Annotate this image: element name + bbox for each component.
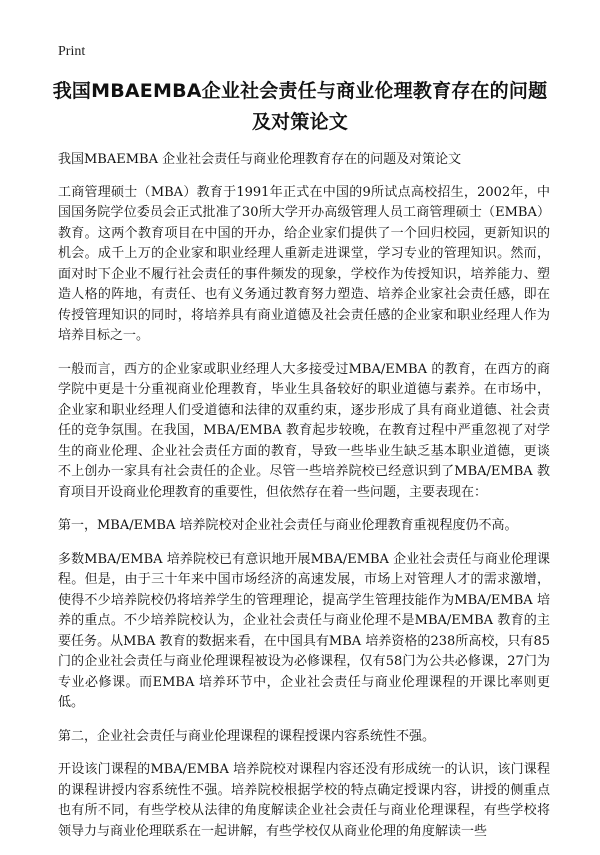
paragraph-intro: 工商管理硕士（MBA）教育于1991年正式在中国的9所试点高校招生，2002年，中国国务院学位委员会正式批准了30所大学开办高级管理人员工商管理硕士（EMBA）教育。这两个教育项目在中国的开办，给企业家们提供了一个回归校园，更新知识的机会。成千上万的企业家和职业经理人重新走进课堂，学习专业的管理知识。然而，面对时下企业不履行社会责任的事件频发的现象，学校作为传授知识，培养能力、塑造人格的阵地，有责任、也有义务通过教育努力塑造、培养企业家社会责任感，即在传授管理知识的同时，将培养具有商业道德及社会责任感的企业家和职业经理人作为培养目标之一。 (58, 184, 550, 343)
paragraph-issue-1-heading: 第一，MBA/EMBA 培养院校对企业社会责任与商业伦理教育重视程度仍不高。 (58, 518, 518, 533)
print-link[interactable]: Print (58, 44, 86, 59)
paragraph-background: 一般而言，西方的企业家或职业经理人大多接受过MBA/EMBA 的教育，在西方的商学院中更是十分重视商业伦理教育，毕业生具备较好的职业道德与素养。在市场中，企业家和职业经理人们受道德和法律的双重约束，逐步形成了具有商业道德、社会责任的竞争氛围。在我国，MBA/EMBA 教育起步较晚，在教育过程中严重忽视了对学生的商业伦理、企业社会责任方面的教育，导致一些毕业生缺乏基本职业道德，更谈不上创办一家具有社会责任的企业。尽管一些培养院校已经意识到了MBA/EMBA 教育项目开设商业伦理教育的重要性，但依然存在着一些问题，主要表现在： (58, 361, 550, 500)
paragraph-issue-1-body: 多数MBA/EMBA 培养院校已有意识地开展MBA/EMBA 企业社会责任与商业伦理课程。但是，由于三十年来中国市场经济的高速发展，市场上对管理人才的需求激增，使得不少培养院校仍将培养学生的管理理论，提高学生管理技能作为MBA/EMBA 培养的重点。不少培养院校认为，企业社会责任与商业伦理不是MBA/EMBA 教育的主要任务。从MBA 教育的数据来看，在中国具有MBA 培养资格的238所高校，只有85门的企业社会责任与商业伦理课程被设为必修课程，仅有58门为公共必修课，27门为专业必修课。而EMBA 培养环节中，企业社会责任与商业伦理课程的开课比率则更低。 (58, 551, 550, 710)
document-title: 我国MBAEMBA企业社会责任与商业伦理教育存在的问题及对策论文 (52, 80, 548, 133)
paragraph-issue-2-body: 开设该门课程的MBA/EMBA 培养院校对课程内容还没有形成统一的认识，该门课程的课程讲授内容系统性不强。培养院校根据学校的特点确定授课内容，讲授的侧重点也有所不同，有些学校从法律的角度解读企业社会责任与商业伦理课程，有些学校将领导力与商业伦理联系在一起讲解，有些学校仅从商业伦理的角度解读一些 (58, 762, 550, 839)
paragraph-issue-2-heading: 第二，企业社会责任与商业伦理课程的课程授课内容系统性不强。 (58, 728, 436, 744)
document-body (58, 150, 550, 855)
document-subtitle: 我国MBAEMBA 企业社会责任与商业伦理教育存在的问题及对策论文 (58, 152, 462, 167)
